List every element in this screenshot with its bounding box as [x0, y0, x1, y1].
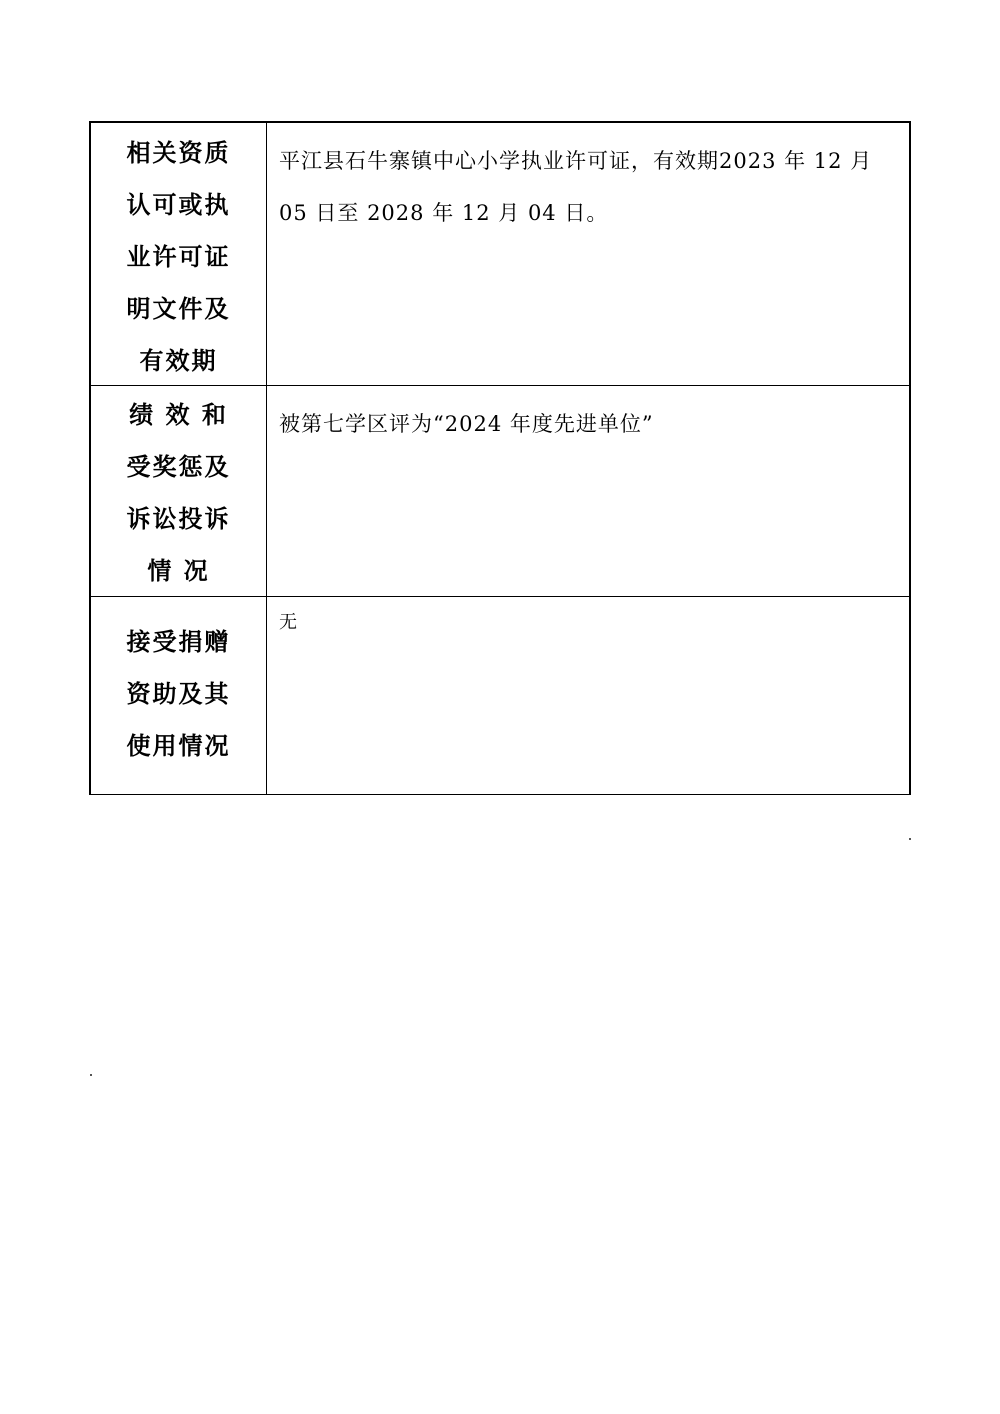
row-content: 被第七学区评为“2024 年度先进单位” — [279, 412, 654, 436]
page-speck — [909, 838, 911, 840]
table-row — [89, 596, 911, 795]
row-content: 无 — [279, 612, 298, 633]
info-table — [89, 121, 911, 795]
row-label: 相关资质 认可或执 业许可证 明文件及 有效期 — [126, 139, 231, 375]
table-row — [89, 385, 911, 596]
row-content: 平江县石牛寨镇中心小学执业许可证，有效期2023 年 12 月 05 日至 2028 年 12 月 04 日。 — [279, 149, 873, 225]
page-speck — [90, 1074, 92, 1076]
row-label-cell — [91, 386, 267, 596]
row-label-cell — [91, 597, 267, 794]
row-label-cell — [91, 123, 267, 385]
row-label: 接受捐赠 资助及其 使用情况 — [126, 628, 231, 760]
table-row — [89, 121, 911, 385]
row-label: 绩 效 和 受奖惩及 诉讼投诉 情 况 — [126, 401, 231, 585]
